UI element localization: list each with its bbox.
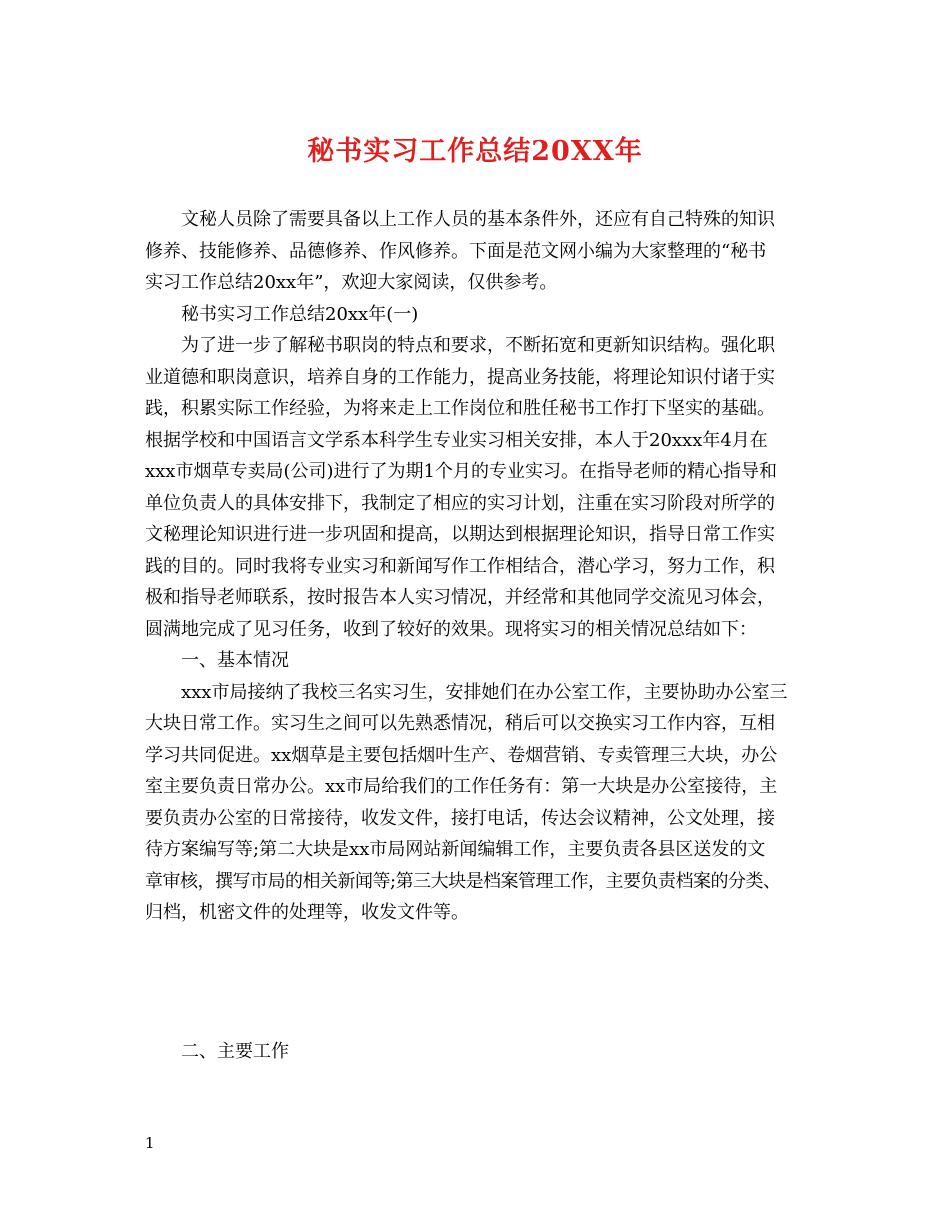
- section-heading: 二、主要工作: [181, 1041, 289, 1062]
- text-line: 大块日常工作。实习生之间可以先熟悉情况，稍后可以交换实习工作内容，互相: [145, 713, 775, 734]
- text-line: 业道德和职岗意识，培养自身的工作能力，提高业务技能，将理论知识付诸于实: [145, 366, 775, 388]
- text-line: 文秘人员除了需要具备以上工作人员的基本条件外，还应有自己特殊的知识: [181, 209, 775, 230]
- text-line: 实习工作总结20xx年”，欢迎大家阅读，仅供参考。: [145, 272, 558, 293]
- section-subtitle: 秘书实习工作总结20xx年(一): [181, 303, 419, 325]
- text-line: 章审核，撰写市局的相关新闻等;第三大块是档案管理工作，主要负责档案的分类、: [145, 870, 781, 892]
- text-line: 学习共同促进。xx烟草是主要包括烟叶生产、卷烟营销、专卖管理三大块，办公: [145, 744, 778, 766]
- page-title: 秘书实习工作总结20XX年: [307, 136, 643, 167]
- text-line: 文秘理论知识进行进一步巩固和提高，以期达到根据理论知识，指导日常工作实: [145, 524, 775, 545]
- text-line: 室主要负责日常办公。xx市局给我们的工作任务有：第一大块是办公室接待，主: [145, 776, 778, 797]
- text-line: 圆满地完成了见习任务，收到了较好的效果。现将实习的相关情况总结如下：: [145, 618, 757, 640]
- text-line: 待方案编写等;第二大块是xx市局网站新闻编辑工作，主要负责各县区送发的文: [145, 839, 766, 860]
- paragraph-2: [145, 677, 825, 929]
- text-line: 践的目的。同时我将专业实习和新闻写作工作相结合，潜心学习，努力工作，积: [145, 555, 775, 577]
- text-line: 归档，机密文件的处理等，收发文件等。: [145, 902, 469, 923]
- text-line: xxx市局接纳了我校三名实习生，安排她们在办公室工作，主要协助办公室三: [181, 681, 788, 703]
- text-line: 要负责办公室的日常接待，收发文件，接打电话，传达会议精神，公文处理，接: [145, 807, 775, 829]
- intro-paragraph: [145, 204, 825, 299]
- text-line: 为了进一步了解秘书职岗的特点和要求，不断拓宽和更新知识结构。强化职: [181, 335, 775, 356]
- text-line: 极和指导老师联系，按时报告本人实习情况，并经常和其他同学交流见习体会，: [145, 587, 775, 608]
- text-line: xxx市烟草专卖局(公司)进行了为期1个月的专业实习。在指导老师的精心指导和: [145, 461, 777, 482]
- paragraph-1: [145, 330, 825, 645]
- section-heading: 一、基本情况: [181, 650, 289, 671]
- text-line: 根据学校和中国语言文学系本科学生专业实习相关安排，本人于20xxx年4月在: [145, 429, 768, 451]
- text-line: 单位负责人的具体安排下，我制定了相应的实习计划，注重在实习阶段对所学的: [145, 492, 775, 514]
- text-line: 践，积累实际工作经验，为将来走上工作岗位和胜任秘书工作打下坚实的基础。: [145, 398, 775, 419]
- page-number: 1: [145, 1134, 155, 1152]
- text-line: 修养、技能修养、品德修养、作风修养。下面是范文网小编为大家整理的“秘书: [145, 240, 767, 262]
- document-body: [145, 204, 825, 929]
